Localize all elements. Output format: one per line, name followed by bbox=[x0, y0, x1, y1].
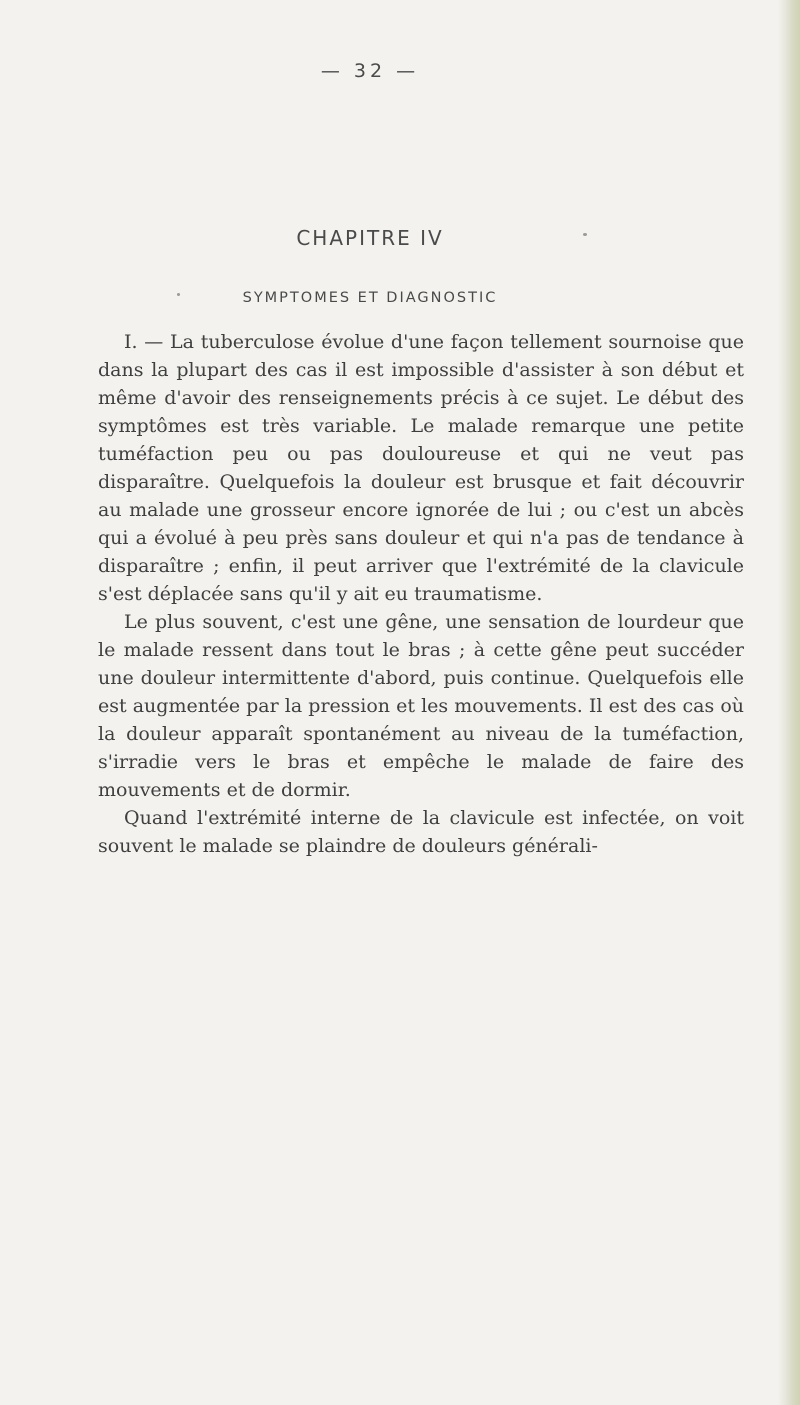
chapter-title: CHAPITRE IV bbox=[296, 226, 444, 250]
paragraph: Quand l'extrémité interne de la clavicule est infectée, on voit souvent le malade se plaindre de douleurs générali- bbox=[98, 807, 744, 857]
page-number: — 32 — bbox=[320, 60, 420, 82]
paragraph: Le plus souvent, c'est une gêne, une sensation de lourdeur que le malade ressent dans tout le bras ; à cette gêne peut succéder une douleur intermittente d'abord, puis continue. Quelquefois elle est augmentée par la pression et les mouvements. Il est des cas où la douleur apparaît spontanément au niveau de la tuméfaction, s'irradie vers le bras et empêche le malade de faire des mouvements et de dormir. bbox=[98, 611, 744, 801]
body-text bbox=[98, 328, 744, 860]
chapter-subtitle: SYMPTOMES ET DIAGNOSTIC bbox=[242, 290, 498, 306]
page-edge-shadow bbox=[778, 0, 800, 1405]
paragraph: I. — La tuberculose évolue d'une façon tellement sournoise que dans la plupart des cas il est impossible d'assister à son début et même d'avoir des renseignements précis à ce sujet. Le début des symptômes est très variable. Le malade remarque une petite tuméfaction peu ou pas douloureuse et qui ne veut pas disparaître. Quelquefois la douleur est brusque et fait découvrir au malade une grosseur encore ignorée de lui ; ou c'est un abcès qui a évolué à peu près sans douleur et qui n'a pas de tendance à disparaître ; enfin, il peut arriver que l'extrémité de la clavicule s'est déplacée sans qu'il y ait eu traumatisme. bbox=[98, 331, 744, 605]
